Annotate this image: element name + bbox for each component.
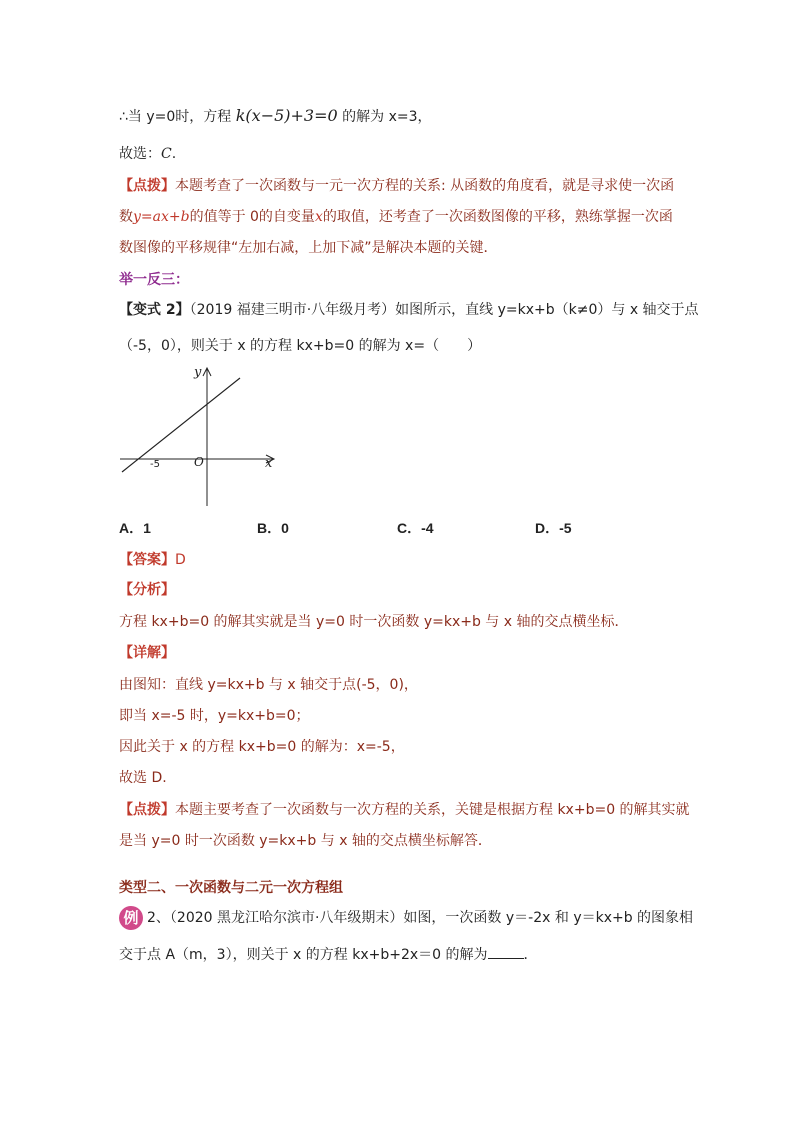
detail-line-4: 故选 D.	[119, 770, 167, 786]
choice-b: B．0	[257, 520, 289, 536]
origin-label: O	[194, 455, 204, 469]
graph-line	[122, 378, 240, 472]
text: ．	[523, 947, 538, 963]
text: （2019 福建三明市·八年级月考）如图所示，直线 y=kx+b（k≠0）与 x 轴交于点	[189, 302, 699, 318]
tip-tag: 【点拨】	[119, 802, 175, 818]
section-heading: 举一反三：	[119, 272, 189, 288]
detail-heading	[119, 643, 175, 663]
answer-section	[119, 550, 186, 570]
tip-line-2	[119, 207, 673, 227]
solution-line	[119, 106, 432, 127]
equation: y=ax+b	[133, 209, 190, 225]
detail-line-1: 由图知：直线 y=kx+b 与 x 轴交于点(-5，0)，	[119, 677, 418, 693]
text: 的取值，还考查了一次函数图像的平移，熟练掌握一次函	[322, 209, 673, 225]
choices-row	[119, 518, 679, 540]
choice-a: A．1	[119, 520, 151, 536]
tip-text: 本题考查了一次函数与一元一次方程的关系: 从函数的角度看，就是寻求使一次函	[175, 178, 675, 194]
analysis-heading	[119, 580, 175, 600]
answer-tag: 【答案】	[119, 552, 175, 568]
text: ∴当 y=0时，方程	[119, 109, 232, 125]
analysis-text: 方程 kx+b=0 的解其实就是当 y=0 时一次函数 y=kx+b 与 x 轴的交点横坐标．	[119, 614, 629, 630]
tip-line-1	[119, 176, 674, 196]
text: 交于点 A（m，3），则关于 x 的方程 kx+b+2x＝0 的解为	[119, 947, 488, 963]
tip-text: 本题主要考查了一次函数与一次方程的关系，关键是根据方程 kx+b=0 的解其实就	[175, 802, 690, 818]
example-line-2	[119, 944, 538, 965]
line-graph	[116, 362, 286, 510]
detail-tag: 【详解】	[119, 645, 175, 661]
variant-tag: 【变式 2】	[119, 302, 190, 318]
text: 2、（2020 黑龙江哈尔滨市·八年级期末）如图，一次函数 y＝-2x 和 y＝kx+b 的图象相	[147, 910, 694, 926]
type-heading: 类型二、一次函数与二元一次方程组	[119, 880, 343, 896]
variant-question-line-1	[119, 300, 699, 320]
equation: k(x−5)+3=0	[235, 106, 338, 125]
answer-line	[119, 144, 176, 164]
answer-blank[interactable]	[488, 944, 524, 959]
choice-c: C．-4	[397, 520, 434, 536]
text: 的值等于 0的自变量	[189, 209, 315, 225]
y-label: y	[194, 365, 202, 380]
analysis-tag: 【分析】	[119, 582, 175, 598]
tip-tag: 【点拨】	[119, 178, 175, 194]
x-label: x	[265, 456, 273, 471]
answer-letter: C	[161, 146, 172, 162]
tick-label: -5	[150, 459, 160, 470]
tip-line-3: 数图像的平移规律“左加右减，上加下减”是解决本题的关键．	[119, 240, 498, 256]
variable: x	[314, 209, 323, 225]
answer-value: D	[175, 552, 186, 568]
detail-line-2: 即当 x=-5 时，y=kx+b=0；	[119, 708, 310, 724]
text: 的解为 x=3，	[342, 109, 432, 125]
choice-d: D．-5	[535, 520, 572, 536]
text: 故选：	[119, 146, 161, 162]
tip2-line-2: 是当 y=0 时一次函数 y=kx+b 与 x 轴的交点横坐标解答．	[119, 833, 492, 849]
text: 数	[119, 209, 133, 225]
text: .	[171, 146, 177, 162]
detail-line-3: 因此关于 x 的方程 kx+b=0 的解为：x=-5，	[119, 739, 405, 755]
example-line-1	[119, 906, 693, 930]
example-badge: 例	[119, 906, 143, 930]
tip2-line-1	[119, 800, 690, 820]
variant-question-line-2: （-5，0），则关于 x 的方程 kx+b=0 的解为 x=（ ）	[119, 338, 482, 354]
